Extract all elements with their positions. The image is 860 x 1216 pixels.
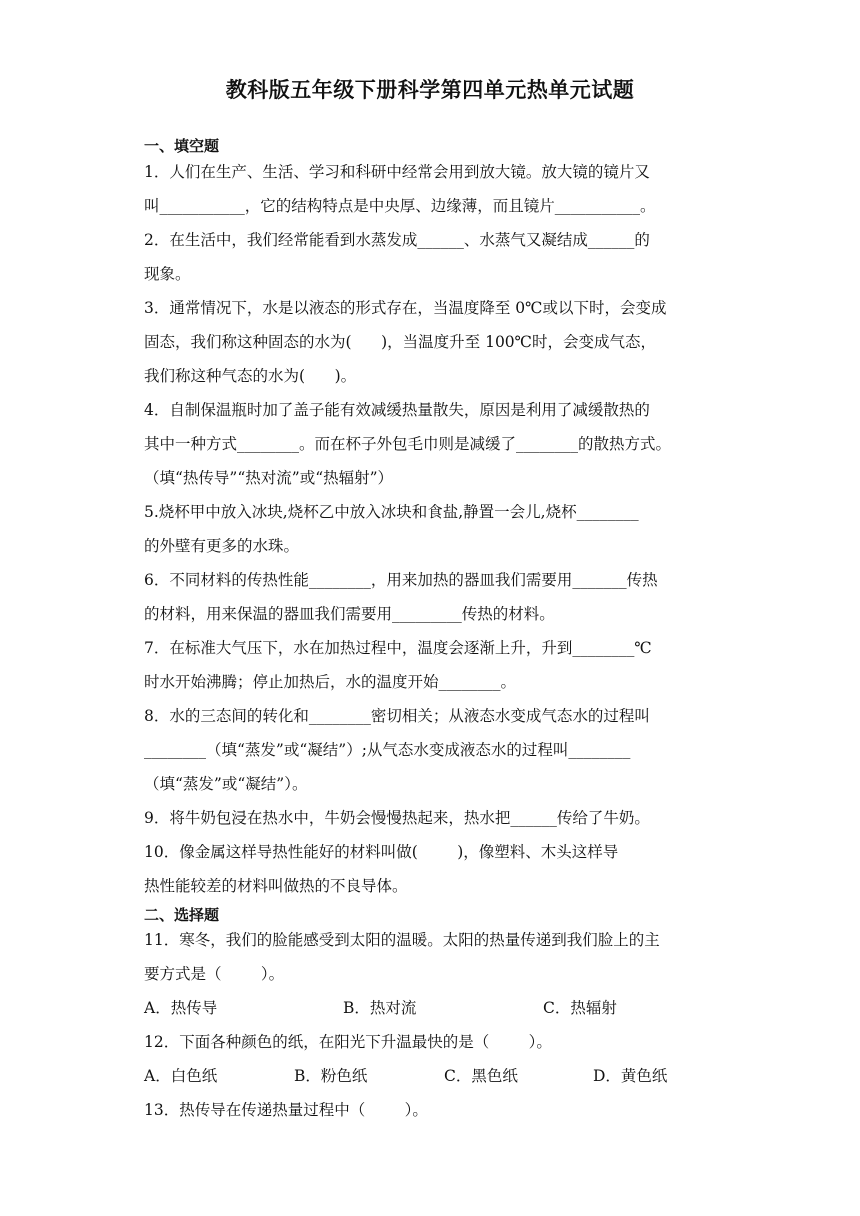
question-line: 7．在标准大气压下，水在加热过程中，温度会逐渐上升，升到________℃ [144, 639, 652, 657]
option-a: A．热传导 [144, 999, 218, 1017]
question-line: 1．人们在生产、生活、学习和科研中经常会用到放大镜。放大镜的镜片又 [144, 163, 650, 181]
section-heading-fill-in: 一、填空题 [144, 137, 220, 155]
question-line: 8．水的三态间的转化和________密切相关；从液态水变成气态水的过程叫 [144, 707, 650, 725]
question-line: （填“蒸发”或“凝结”）。 [144, 775, 308, 793]
question-line: 现象。 [144, 265, 191, 283]
question-line: 4．自制保温瓶时加了盖子能有效减缓热量散失，原因是利用了减缓散热的 [144, 401, 650, 419]
question-line: 9．将牛奶包浸在热水中，牛奶会慢慢热起来，热水把______传给了牛奶。 [144, 809, 650, 827]
question-line: 其中一种方式________。而在杯子外包毛巾则是减缓了________的散热方式。 [144, 435, 672, 453]
option-c: C．黑色纸 [444, 1067, 518, 1085]
question-line: 6．不同材料的传热性能________，用来加热的器皿我们需要用_______传热 [144, 571, 658, 589]
question-line: 的材料，用来保温的器皿我们需要用_________传热的材料。 [144, 605, 555, 623]
option-b: B．热对流 [343, 999, 417, 1017]
option-a: A．白色纸 [144, 1067, 218, 1085]
question-line: ________（填“蒸发”或“凝结”）;从气态水变成液态水的过程叫________ [144, 741, 631, 759]
question-line: 13．热传导在传递热量过程中（ ）。 [144, 1101, 428, 1119]
question-line: 的外壁有更多的水珠。 [144, 537, 300, 555]
question-line: 12．下面各种颜色的纸，在阳光下升温最快的是（ ）。 [144, 1033, 552, 1051]
question-line: 5.烧杯甲中放入冰块,烧杯乙中放入冰块和食盐,静置一会儿,烧杯________ [144, 503, 639, 521]
option-b: B．粉色纸 [294, 1067, 368, 1085]
section-heading-choice: 二、选择题 [144, 906, 220, 924]
question-line: 要方式是（ ）。 [144, 965, 285, 983]
option-c: C．热辐射 [543, 999, 617, 1017]
question-line: 叫___________，它的结构特点是中央厚、边缘薄，而且镜片___________。 [144, 197, 656, 215]
question-line: 11．寒冬，我们的脸能感受到太阳的温暖。太阳的热量传递到我们脸上的主 [144, 931, 660, 949]
question-line: （填“热传导”“热对流”或“热辐射”） [144, 469, 394, 487]
question-line: 3．通常情况下，水是以液态的形式存在，当温度降至 0℃或以下时，会变成 [144, 299, 667, 317]
page-title: 教科版五年级下册科学第四单元热单元试题 [225, 78, 635, 102]
question-line: 固态，我们称这种固态的水为( )，当温度升至 100℃时，会变成气态， [144, 333, 657, 351]
question-line: 10．像金属这样导热性能好的材料叫做( )，像塑料、木头这样导 [144, 843, 619, 861]
question-line: 我们称这种气态的水为( )。 [144, 367, 357, 385]
question-line: 热性能较差的材料叫做热的不良导体。 [144, 877, 408, 895]
question-line: 2．在生活中，我们经常能看到水蒸发成______、水蒸气又凝结成______的 [144, 231, 650, 249]
question-line: 时水开始沸腾；停止加热后，水的温度开始________。 [144, 673, 517, 691]
option-d: D．黄色纸 [593, 1067, 668, 1085]
